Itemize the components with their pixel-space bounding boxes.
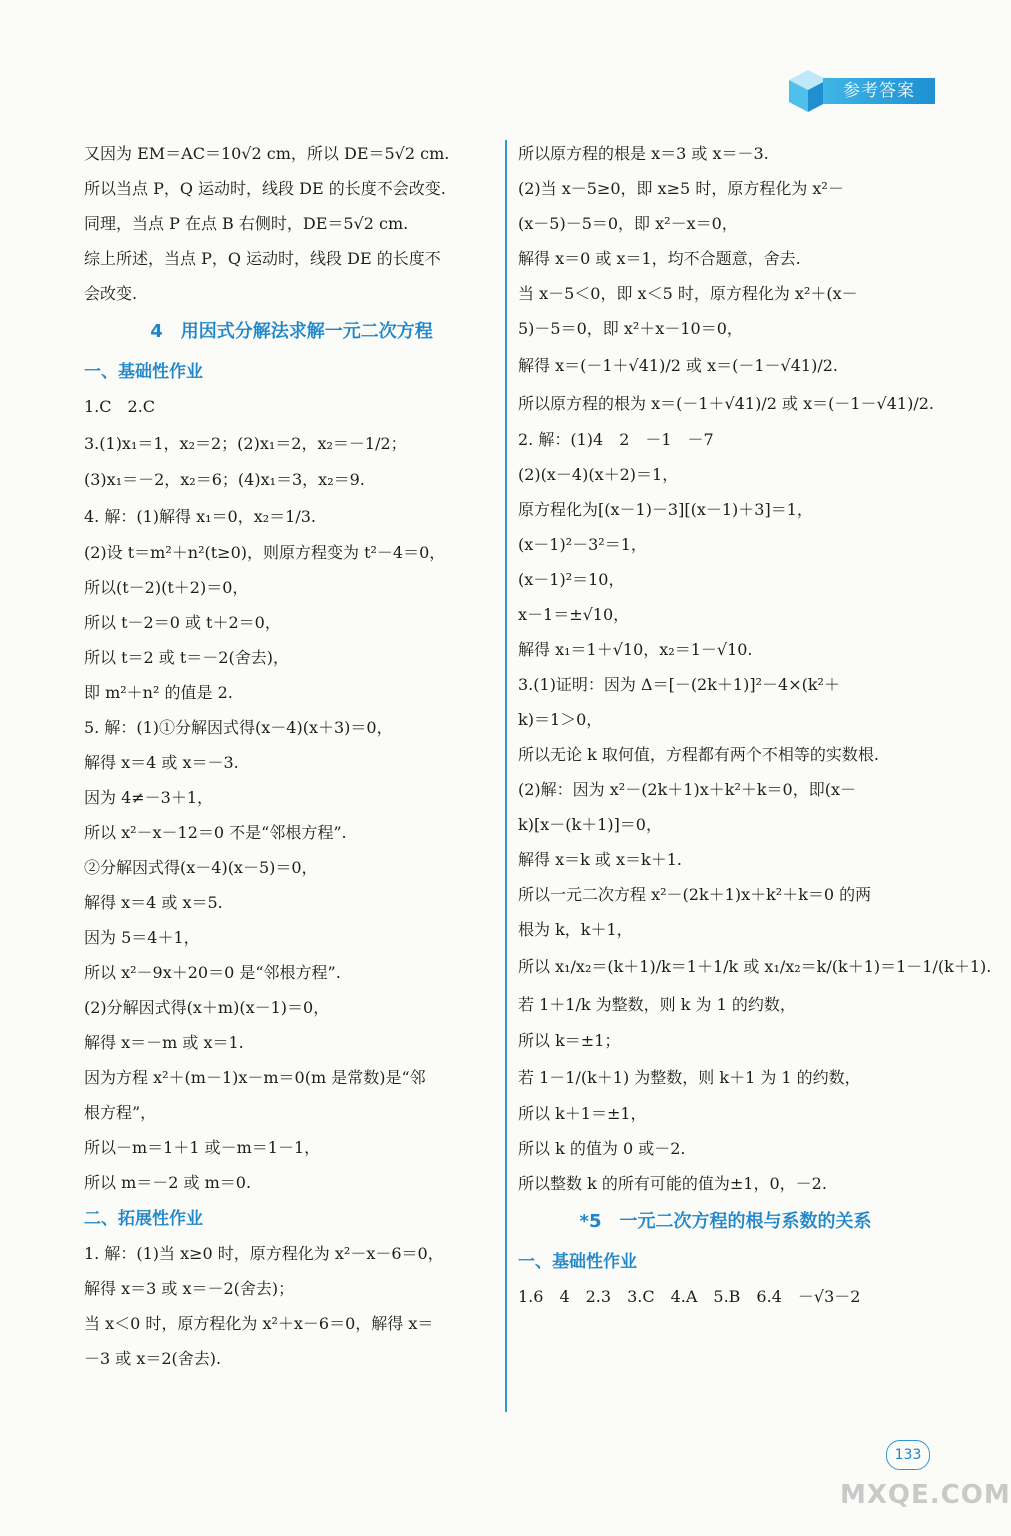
text-line: 4. 解：(1)解得 x₁＝0，x₂＝1/3. <box>84 507 316 526</box>
right-column <box>518 144 992 1322</box>
text-line: (3)x₁＝－2，x₂＝6；(4)x₁＝3，x₂＝9. <box>84 470 365 489</box>
text-line: 所以 t＝2 或 t＝－2(舍去)， <box>84 648 289 667</box>
section-heading: 一、基础性作业 <box>84 362 203 382</box>
text-line: 即 m²＋n² 的值是 2. <box>84 683 233 702</box>
text-line: (2)当 x－5≥0，即 x≥5 时，原方程化为 x²－ <box>518 179 844 198</box>
text-line: (2)解：因为 x²－(2k＋1)x＋k²＋k＝0，即(x－ <box>518 780 857 799</box>
text-line: 1.6 4 2.3 3.C 4.A 5.B 6.4 －√3－2 <box>518 1287 861 1306</box>
text-line: 所以 k＋1＝±1， <box>518 1104 647 1123</box>
text-line: 解得 x＝k 或 x＝k＋1. <box>518 850 682 869</box>
left-column <box>84 144 499 1384</box>
page-number: 133 <box>886 1440 930 1470</box>
section-title: 4 用因式分解法求解一元二次方程 <box>150 321 433 342</box>
text-line: 所以 x₁/x₂＝(k＋1)/k＝1＋1/k 或 x₁/x₂＝k/(k＋1)＝1－1/(k＋1). <box>518 957 992 976</box>
text-line: 又因为 EM＝AC＝10√2 cm，所以 DE＝5√2 cm. <box>84 144 450 163</box>
text-line: 所以原方程的根是 x＝3 或 x＝－3. <box>518 144 769 163</box>
text-line: 所以 t－2＝0 或 t＋2＝0， <box>84 613 281 632</box>
section-title: *5 一元二次方程的根与系数的关系 <box>579 1211 872 1232</box>
text-line: 所以原方程的根为 x＝(－1＋√41)/2 或 x＝(－1－√41)/2. <box>518 394 934 413</box>
text-line: 所以(t－2)(t＋2)＝0， <box>84 578 249 597</box>
badge-label: 参考答案 <box>823 78 935 104</box>
section-heading: 一、基础性作业 <box>518 1252 637 1272</box>
text-line: 所以当点 P，Q 运动时，线段 DE 的长度不会改变. <box>84 179 446 198</box>
text-line: 所以－m＝1＋1 或－m＝1－1， <box>84 1138 321 1157</box>
text-line: 所以 k＝±1； <box>518 1031 621 1050</box>
text-line: (2)设 t＝m²＋n²(t≥0)，则原方程变为 t²－4＝0， <box>84 543 446 562</box>
text-line: 解得 x＝4 或 x＝5. <box>84 893 223 912</box>
text-line: 因为方程 x²＋(m－1)x－m＝0(m 是常数)是“邻 <box>84 1068 426 1087</box>
text-line: 解得 x₁＝1＋√10，x₂＝1－√10. <box>518 640 753 659</box>
text-line: 当 x＜0 时，原方程化为 x²＋x－6＝0，解得 x＝ <box>84 1314 434 1333</box>
text-line: 当 x－5＜0，即 x＜5 时，原方程化为 x²＋(x－ <box>518 284 858 303</box>
text-line: 因为 4≠－3＋1， <box>84 788 214 807</box>
text-line: 同理，当点 P 在点 B 右侧时，DE＝5√2 cm. <box>84 214 409 233</box>
text-line: 5)－5＝0，即 x²＋x－10＝0， <box>518 319 743 338</box>
text-line: (x－5)－5＝0，即 x²－x＝0， <box>518 214 738 233</box>
text-line: 综上所述，当点 P，Q 运动时，线段 DE 的长度不 <box>84 249 441 268</box>
column-divider <box>505 140 507 1412</box>
text-line: 所以整数 k 的所有可能的值为±1，0，－2. <box>518 1174 827 1193</box>
text-line: 所以 x²－9x＋20＝0 是“邻根方程”. <box>84 963 341 982</box>
text-line: (2)(x－4)(x＋2)＝1， <box>518 465 679 484</box>
text-line: 根为 k，k＋1， <box>518 920 633 939</box>
watermark: MXQE.COM <box>840 1480 1011 1510</box>
section-heading: 二、拓展性作业 <box>84 1209 203 1229</box>
text-line: 会改变. <box>84 284 138 303</box>
text-line: 所以 m＝－2 或 m＝0. <box>84 1173 252 1192</box>
text-line: 因为 5＝4＋1， <box>84 928 200 947</box>
text-line: 根方程”， <box>84 1103 157 1122</box>
text-line: (x－1)²－3²＝1， <box>518 535 647 554</box>
text-line: 1. 解：(1)当 x≥0 时，原方程化为 x²－x－6＝0， <box>84 1244 444 1263</box>
text-line: 解得 x＝3 或 x＝－2(舍去)； <box>84 1279 295 1298</box>
text-line: 3.(1)x₁＝1，x₂＝2；(2)x₁＝2，x₂＝－1/2； <box>84 434 407 453</box>
text-line: (2)分解因式得(x＋m)(x－1)＝0， <box>84 998 330 1017</box>
text-line: k)＝1＞0， <box>518 710 603 729</box>
text-line: 3.(1)证明：因为 Δ＝[－(2k＋1)]²－4×(k²＋ <box>518 675 840 694</box>
text-line: 所以 k 的值为 0 或－2. <box>518 1139 686 1158</box>
text-line: x－1＝±√10， <box>518 605 630 624</box>
text-line: 5. 解：(1)①分解因式得(x－4)(x＋3)＝0， <box>84 718 393 737</box>
text-line: 解得 x＝(－1＋√41)/2 或 x＝(－1－√41)/2. <box>518 356 838 375</box>
text-line: 解得 x＝－m 或 x＝1. <box>84 1033 244 1052</box>
text-line: (x－1)²＝10， <box>518 570 625 589</box>
text-line: ②分解因式得(x－4)(x－5)＝0， <box>84 858 318 877</box>
text-line: 若 1＋1/k 为整数，则 k 为 1 的约数， <box>518 995 796 1014</box>
text-line: 1.C 2.C <box>84 397 156 416</box>
text-line: 2. 解：(1)4 2 －1 －7 <box>518 430 714 449</box>
text-line: k)[x－(k＋1)]＝0， <box>518 815 662 834</box>
text-line: 所以 x²－x－12＝0 不是“邻根方程”. <box>84 823 347 842</box>
text-line: －3 或 x＝2(舍去). <box>84 1349 222 1368</box>
text-line: 所以无论 k 取何值，方程都有两个不相等的实数根. <box>518 745 879 764</box>
text-line: 原方程化为[(x－1)－3][(x－1)＋3]＝1， <box>518 500 813 519</box>
answer-key-badge <box>785 62 945 120</box>
text-line: 解得 x＝4 或 x＝－3. <box>84 753 239 772</box>
text-line: 解得 x＝0 或 x＝1，均不合题意，舍去. <box>518 249 801 268</box>
text-line: 所以一元二次方程 x²－(2k＋1)x＋k²＋k＝0 的两 <box>518 885 872 904</box>
text-line: 若 1－1/(k＋1) 为整数，则 k＋1 为 1 的约数， <box>518 1068 861 1087</box>
